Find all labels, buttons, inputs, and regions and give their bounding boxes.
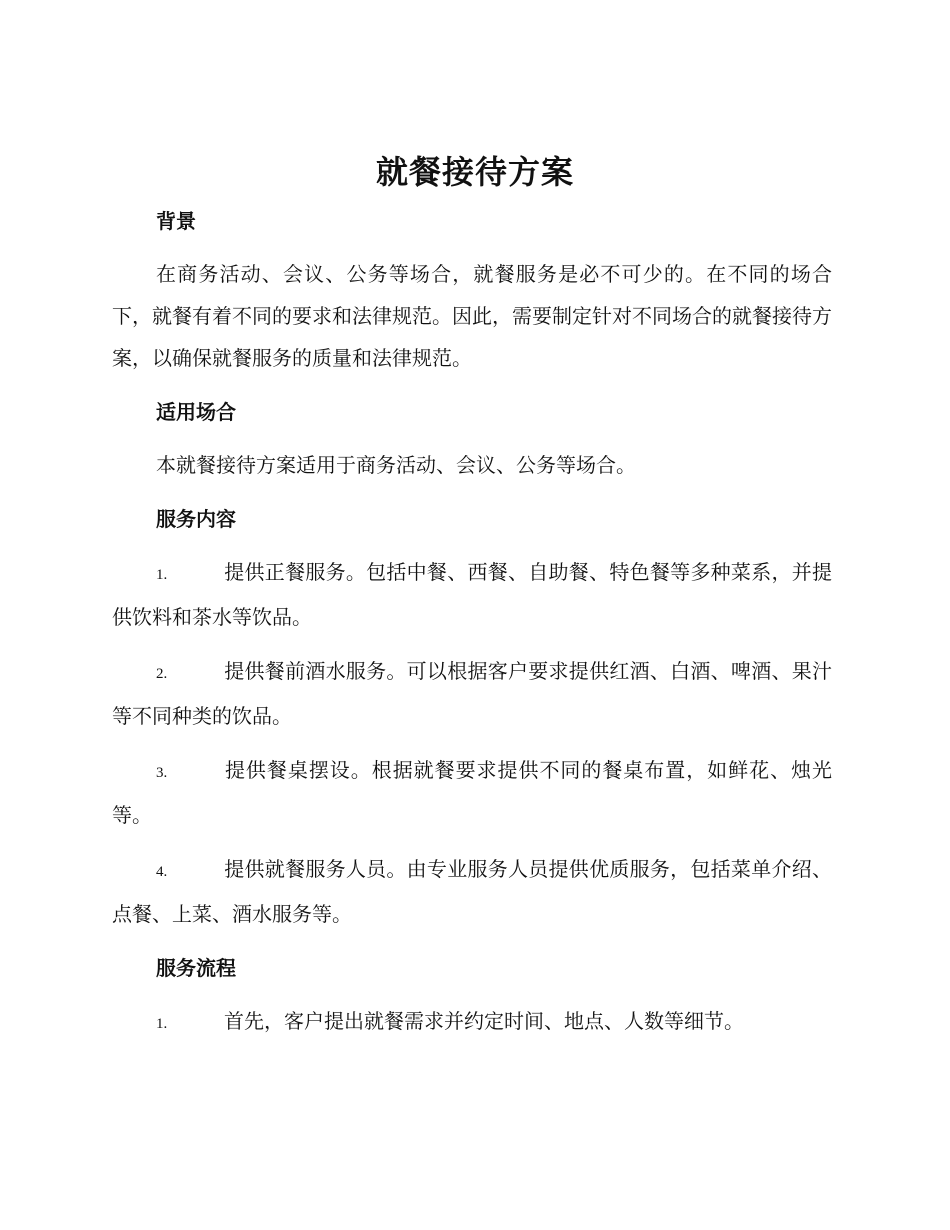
- list-item-text: 提供餐桌摆设。根据就餐要求提供不同的餐桌布置，如鲜花、烛光等。: [112, 758, 832, 827]
- list-item-text: 提供正餐服务。包括中餐、西餐、自助餐、特色餐等多种菜系，并提供饮料和茶水等饮品。: [112, 560, 832, 629]
- list-item: [112, 1000, 832, 1045]
- section-heading-background: 背景: [156, 209, 196, 233]
- list-item-text: 提供就餐服务人员。由专业服务人员提供优质服务，包括菜单介绍、点餐、上菜、酒水服务等。: [112, 857, 832, 926]
- list-item-text: 首先，客户提出就餐需求并约定时间、地点、人数等细节。: [224, 1009, 744, 1033]
- list-item-number: 4.: [156, 864, 168, 880]
- list-item-number: 1.: [156, 1016, 168, 1032]
- list-item-number: 1.: [156, 567, 168, 583]
- list-item: [112, 650, 832, 737]
- document-body: [112, 200, 832, 1045]
- section-paragraph-background: 在商务活动、会议、公务等场合，就餐服务是必不可少的。在不同的场合下，就餐有着不同的要求和法律规范。因此，需要制定针对不同场合的就餐接待方案，以确保就餐服务的质量和法律规范。: [112, 262, 832, 370]
- list-item-number: 3.: [156, 765, 168, 781]
- list-item-number: 2.: [156, 666, 168, 682]
- section-heading-service-content: 服务内容: [156, 507, 236, 531]
- list-item: [112, 749, 832, 836]
- list-item: [112, 848, 832, 935]
- section-heading-applicable-occasions: 适用场合: [156, 400, 236, 424]
- list-item-text: 提供餐前酒水服务。可以根据客户要求提供红酒、白酒、啤酒、果汁等不同种类的饮品。: [112, 659, 832, 728]
- section-heading-service-process: 服务流程: [156, 956, 236, 980]
- document-title: 就餐接待方案: [375, 153, 574, 191]
- section-paragraph-applicable-occasions: 本就餐接待方案适用于商务活动、会议、公务等场合。: [156, 453, 636, 477]
- list-item: [112, 551, 832, 638]
